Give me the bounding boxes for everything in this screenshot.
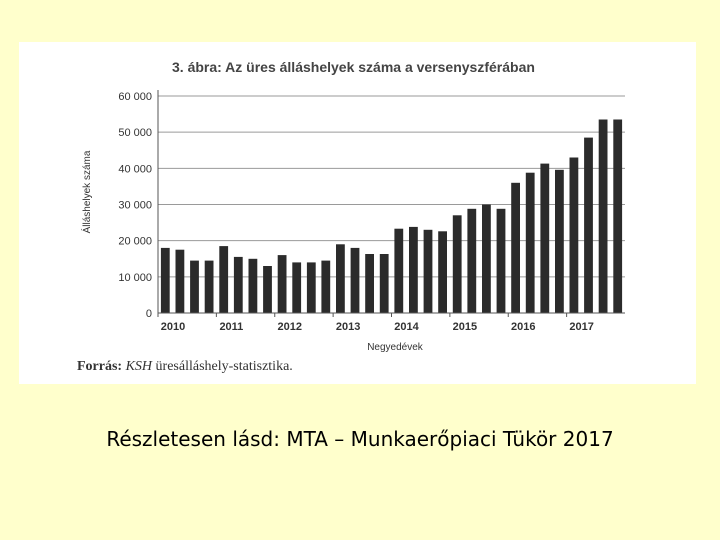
bar (394, 229, 403, 313)
x-tick-label: 2015 (452, 321, 478, 333)
bar (424, 230, 433, 313)
bar (540, 164, 549, 313)
bar (584, 138, 593, 313)
y-axis-label: Álláshelyek száma (82, 150, 93, 234)
bar (190, 261, 199, 313)
bar (234, 257, 243, 313)
chart-figure (19, 42, 696, 384)
x-tick-label: 2011 (219, 321, 244, 333)
x-axis-label: Negyedévek (367, 342, 423, 353)
y-tick-label: 0 (145, 308, 152, 320)
bar (467, 209, 476, 313)
y-tick-label: 10 000 (118, 271, 152, 284)
bar (599, 120, 608, 314)
source-note (77, 359, 293, 375)
x-tick-label: 2014 (394, 321, 419, 333)
bar (219, 246, 228, 313)
bar (526, 173, 535, 313)
x-tick-label: 2016 (511, 321, 536, 333)
bar (205, 261, 214, 313)
bar (321, 261, 330, 313)
bar (380, 254, 389, 313)
bar (176, 250, 185, 313)
bar (409, 227, 418, 313)
bar (336, 244, 345, 313)
bar (307, 262, 316, 313)
bar (497, 209, 506, 313)
y-tick-label: 20 000 (118, 235, 152, 248)
y-tick-label: 50 000 (118, 127, 152, 140)
y-tick-label: 60 000 (118, 91, 152, 103)
bar-chart (19, 42, 696, 384)
x-tick-label: 2013 (335, 321, 361, 333)
bar (438, 231, 447, 313)
source-text: üresálláshely-statisztika. (152, 359, 293, 374)
bar (249, 259, 258, 313)
bar (292, 262, 301, 313)
caption: Részletesen lásd: MTA – Munkaerőpiaci Tükör 2017 (106, 427, 614, 451)
bar (482, 205, 491, 314)
bar (365, 254, 374, 313)
bar (453, 215, 462, 313)
bar (278, 255, 287, 313)
bar (263, 266, 272, 313)
y-tick-label: 40 000 (118, 163, 152, 176)
y-tick-labels (118, 91, 152, 320)
x-tick-labels (161, 321, 594, 333)
source-org: KSH (125, 359, 153, 374)
x-tick-label: 2012 (277, 321, 302, 333)
x-tick-label: 2010 (160, 321, 186, 333)
chart-title: 3. ábra: Az üres álláshelyek száma a versenyszférában (172, 59, 535, 75)
bars (161, 120, 622, 314)
bar (570, 158, 579, 314)
y-tick-label: 30 000 (118, 199, 152, 212)
bar (161, 248, 170, 313)
bar (351, 248, 360, 313)
bar (511, 183, 520, 313)
x-tick-label: 2017 (569, 321, 594, 333)
source-prefix: Forrás: (77, 359, 126, 374)
bar (613, 120, 622, 314)
bar (555, 170, 564, 313)
